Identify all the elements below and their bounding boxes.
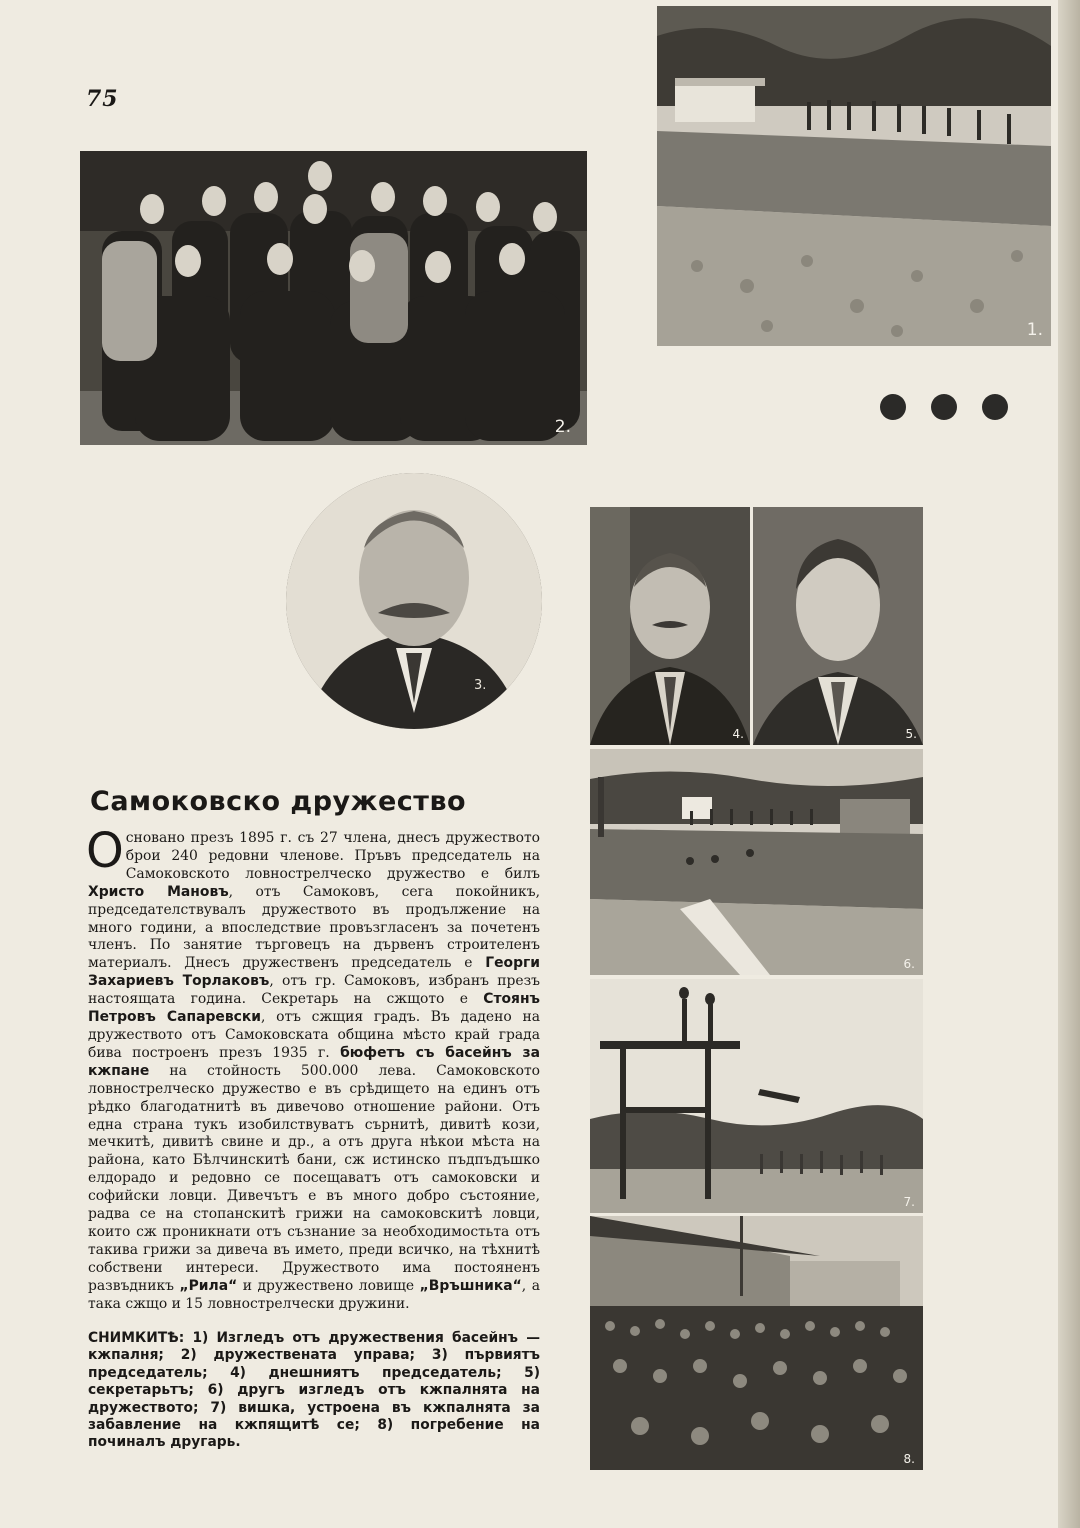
photo-funeral [590, 1216, 923, 1470]
current-chairman-illustration [590, 507, 750, 745]
photo-label: 2. [554, 417, 571, 437]
dot [880, 394, 906, 420]
article-title: Самоковско дружество [90, 786, 467, 817]
photo-label: 7. [903, 1195, 915, 1209]
facility-name: бюфетъ съ басейнъ за кжпане [88, 1044, 540, 1079]
article-body [86, 823, 540, 1313]
nursery-name: „Рила“ [179, 1277, 238, 1294]
dot [982, 394, 1008, 420]
dot [931, 394, 957, 420]
ornament-dots [880, 394, 1008, 420]
body-text-segment: и дружествено ловище [237, 1277, 420, 1294]
page-number: 75 [86, 86, 119, 112]
photo-label: 4. [732, 727, 744, 741]
photo-pool-view-2 [590, 749, 923, 975]
photo-label: 3. [474, 678, 487, 693]
pool-view-2-illustration [590, 749, 923, 975]
photo-pool-view [657, 6, 1051, 346]
name-secretary: Стоянъ Петровъ Сапаревски [88, 991, 540, 1026]
name-first-chairman: Христо Мановъ [88, 883, 229, 900]
photo-board-group [80, 151, 587, 445]
body-text-segment: , а така сжщо и 15 ловнострелчески дружини. [88, 1277, 540, 1312]
photo-label: 6. [903, 957, 915, 971]
photo-secretary [753, 507, 923, 745]
secretary-illustration [753, 507, 923, 745]
body-text-segment: на стойность 500.000 лева. Самоковското ловнострелческо дружество е въ срѣдището на единъ отъ рѣдко благодатнитѣ въ дивечово отношение райони. Отъ една страна тукъ изобилствуватъ сърнитѣ, дивитѣ кози, мечкитѣ, дивитѣ свине и др., а отъ друга нѣкои мѣста на района, като Бѣлчинскитѣ бани, сж истинско пъдпъдъшко елдорадо и редовно се посещаватъ отъ самоковски и софийски ловци. Дивечътъ е въ много добро състояние, радва се на стопанскитѣ грижи на самоковскитѣ ловци, които сж проникнати отъ съзнание за необходимостьта отъ такива грижи за дивеча въ името, преди всичко, на тѣхнитѣ собствени интереси. Дружеството има постояненъ развъдникъ [88, 1062, 540, 1294]
photo-diving-tower [590, 979, 923, 1213]
body-text-segment: сновано презъ 1895 г. съ 27 члена, днесъ дружеството брои 240 редовни членове. Пръвъ председатель на Самоковското ловнострелческо дружество е билъ [125, 830, 540, 882]
diving-tower-illustration [590, 979, 923, 1213]
photo-captions [88, 1330, 540, 1452]
photo-label: 5. [905, 727, 917, 741]
photo-label: 1. [1026, 320, 1043, 340]
body-text-segment: , отъ Самоковъ, сега покойникъ, председателствувалъ дружеството въ продължение на много години, а впоследствие провъзгласенъ за почетенъ членъ. По занятие търговецъ на дървенъ строителенъ материалъ. Днесъ дружественъ председатель е [88, 883, 540, 972]
funeral-illustration [590, 1216, 923, 1470]
page-edge [1058, 0, 1080, 1528]
first-chairman-illustration [286, 473, 542, 729]
captions-lead: СНИМКИТѢ: [88, 1330, 185, 1346]
captions-text: 1) Изгледъ отъ дружествения басейнъ — кжпалня; 2) дружествената управа; 3) първиятъ председатель; 4) днешниятъ председатель; 5) секретарьтъ; 6) другъ изгледъ отъ кжпалнята на дружеството; 7) вишка, устроена въ кжпалнята за забавление на кжпящитѣ се; 8) погребение на починалъ другарь. [88, 1330, 540, 1451]
name-current-chairman: Георги Захариевъ Торлаковъ [88, 955, 540, 990]
body-text-segment: , отъ гр. Самоковъ, избранъ презъ настоящата година. Секретарь на сжщото е [88, 973, 540, 1008]
body-text-segment: , отъ сжщия градъ. Въ дадено на дружеството отъ Самоковската община мѣсто край града бива построенъ презъ 1935 г. [88, 1009, 540, 1061]
photo-first-chairman [286, 473, 542, 729]
reserve-name: „Връшника“ [419, 1277, 522, 1294]
pool-view-illustration [657, 6, 1051, 346]
board-group-illustration [80, 151, 587, 445]
drop-cap: О [86, 823, 124, 879]
photo-current-chairman [590, 507, 750, 745]
photo-label: 8. [903, 1452, 915, 1466]
